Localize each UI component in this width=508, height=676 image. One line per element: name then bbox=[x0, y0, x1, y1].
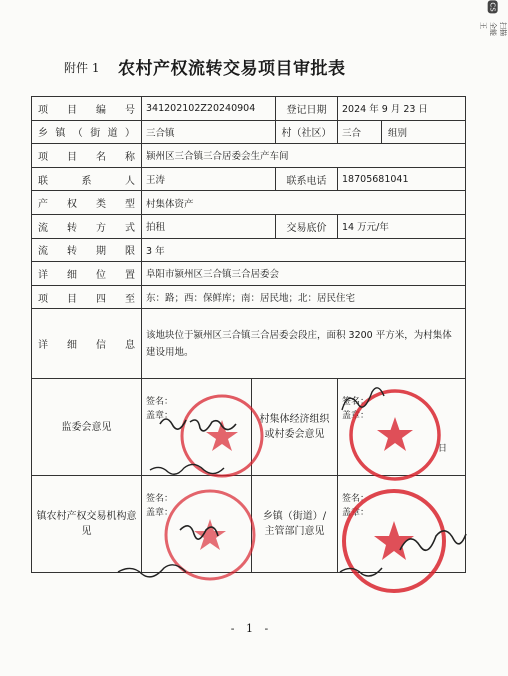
value-project-no: 341202102Z20240904 bbox=[142, 97, 276, 121]
supervision-sign-fields bbox=[146, 395, 173, 423]
village-sign-fields bbox=[342, 395, 369, 423]
label-project-name: 项 目 名 称 bbox=[32, 144, 142, 168]
row-transfer-mode bbox=[32, 214, 466, 238]
value-contact: 王涛 bbox=[142, 167, 276, 191]
value-term: 3 年 bbox=[142, 238, 466, 262]
value-village: 三合 bbox=[338, 120, 382, 144]
value-detail: 该地块位于颍州区三合镇三合居委会段庄，面积 3200 平方米，为村集体建设用地。 bbox=[142, 309, 466, 379]
document-header bbox=[0, 52, 503, 80]
town-dept-seal-label: 盖章： bbox=[342, 508, 370, 519]
label-village-opinion: 村集体经济组织或村委会意见 bbox=[252, 379, 338, 476]
row-project-no bbox=[32, 97, 466, 121]
row-project-name bbox=[32, 144, 466, 168]
label-supervision-opinion: 监委会意见 bbox=[32, 379, 142, 476]
row-location bbox=[32, 262, 466, 286]
supervision-sign-label: 签名： bbox=[146, 397, 174, 408]
row-right-type bbox=[32, 191, 466, 215]
supervision-signature-cell bbox=[142, 379, 252, 476]
value-reserve-price: 14 万元/年 bbox=[338, 214, 466, 238]
scanner-watermark bbox=[479, 2, 507, 36]
label-town-dept-opinion: 乡镇（街道）/主管部门意见 bbox=[252, 476, 338, 573]
value-boundary: 东：路；西：保鲜库；南：居民地；北：居民住宅 bbox=[142, 285, 466, 309]
row-term bbox=[32, 238, 466, 262]
supervision-seal-label: 盖章： bbox=[146, 411, 174, 422]
label-location: 详 细 位 置 bbox=[32, 262, 142, 286]
village-sign-label: 签名： bbox=[342, 397, 370, 408]
village-signature-cell bbox=[338, 379, 466, 476]
value-project-name: 颍州区三合镇三合居委会生产车间 bbox=[142, 144, 466, 168]
label-phone: 联系电话 bbox=[276, 167, 338, 191]
scanner-logo: CS bbox=[489, 2, 497, 12]
label-village: 村（社区） bbox=[276, 120, 338, 144]
approval-form-table bbox=[31, 96, 466, 573]
document-title: 农村产权流转交易项目审批表 bbox=[118, 59, 346, 79]
row-opinions-2 bbox=[32, 476, 466, 573]
town-agency-sign-label: 签名： bbox=[146, 494, 174, 505]
value-location: 阜阳市颍州区三合镇三合居委会 bbox=[142, 262, 466, 286]
label-contact: 联 系 人 bbox=[32, 167, 142, 191]
town-dept-signature-cell bbox=[338, 476, 466, 573]
value-phone: 18705681041 bbox=[338, 167, 466, 191]
page-number: - 1 - bbox=[230, 622, 273, 635]
value-township: 三合镇 bbox=[142, 120, 276, 144]
label-term: 流 转 期 限 bbox=[32, 238, 142, 262]
value-transfer-mode: 拍租 bbox=[142, 214, 276, 238]
label-township: 乡 镇 （ 街 道 ） bbox=[32, 120, 142, 144]
value-register-date: 2024 年 9 月 23 日 bbox=[338, 97, 466, 121]
row-detail bbox=[32, 309, 466, 379]
label-reserve-price: 交易底价 bbox=[276, 214, 338, 238]
town-dept-sign-fields bbox=[342, 492, 369, 520]
town-agency-signature-cell bbox=[142, 476, 252, 573]
scanner-name: 扫描全能王 bbox=[479, 22, 507, 36]
label-boundary: 项 目 四 至 bbox=[32, 285, 142, 309]
value-right-type: 村集体资产 bbox=[142, 191, 466, 215]
village-seal-label: 盖章： bbox=[342, 411, 370, 422]
village-day-label: 日 bbox=[438, 444, 448, 455]
label-town-agency-opinion: 镇农村产权交易机构意见 bbox=[32, 476, 142, 573]
label-right-type: 产 权 类 型 bbox=[32, 191, 142, 215]
label-detail: 详 细 信 息 bbox=[32, 309, 142, 379]
row-opinions-1 bbox=[32, 379, 466, 476]
town-agency-sign-fields bbox=[146, 492, 173, 520]
annex-label: 附件 1 bbox=[64, 61, 100, 75]
label-group: 组别 bbox=[382, 120, 466, 144]
town-agency-seal-label: 盖章： bbox=[146, 508, 174, 519]
label-transfer-mode: 流 转 方 式 bbox=[32, 214, 142, 238]
row-township bbox=[32, 120, 466, 144]
town-dept-sign-label: 签名： bbox=[342, 494, 370, 505]
label-project-no: 项 目 编 号 bbox=[32, 97, 142, 121]
label-register-date: 登记日期 bbox=[276, 97, 338, 121]
row-boundary bbox=[32, 285, 466, 309]
row-contact bbox=[32, 167, 466, 191]
